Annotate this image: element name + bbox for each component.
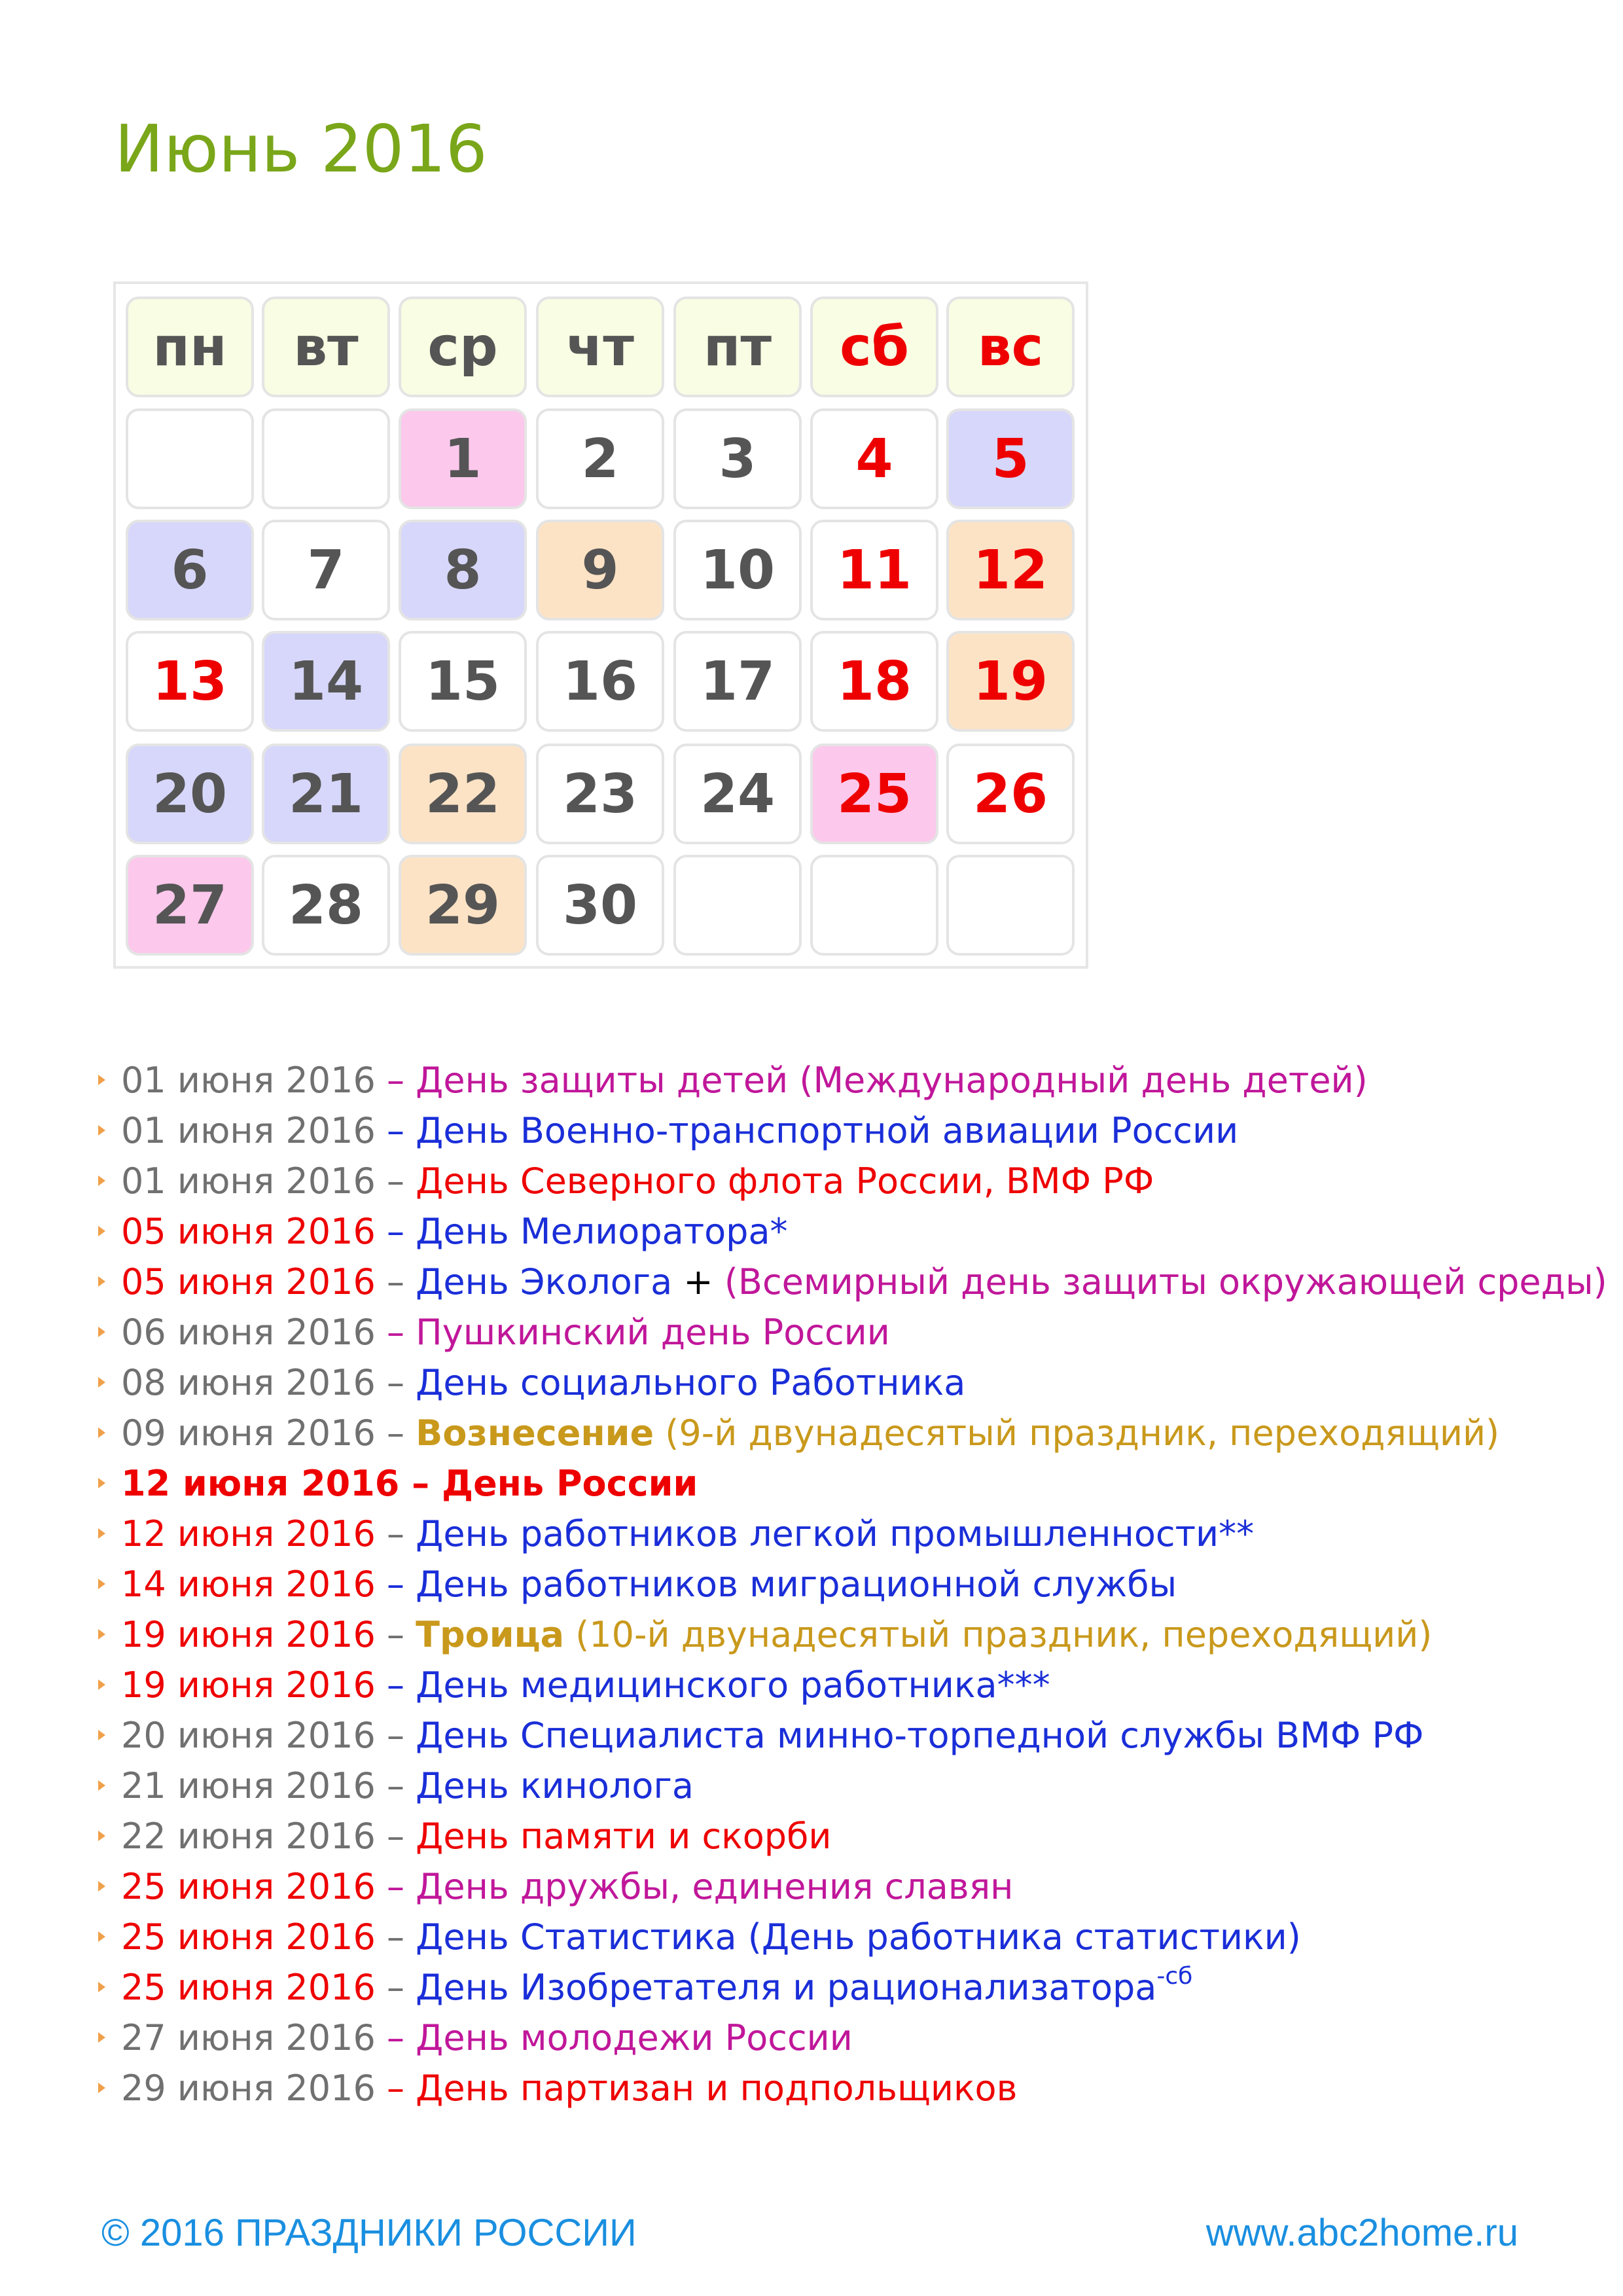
- event-name: День защиты детей (Международный день детей): [416, 1060, 1368, 1101]
- event-item: [98, 1408, 1607, 1458]
- event-dash: –: [375, 1816, 416, 1857]
- day-cell: 10: [673, 520, 802, 620]
- bullet-arrow-icon: [98, 1831, 105, 1841]
- day-cell: 2: [536, 408, 664, 509]
- event-date: 14 июня 2016: [121, 1564, 376, 1605]
- event-dash: –: [375, 1564, 416, 1605]
- event-dash: –: [375, 1211, 416, 1252]
- event-name: День Специалиста минно-торпедной службы ВМФ РФ: [416, 1715, 1424, 1756]
- event-date: 25 июня 2016: [121, 1967, 376, 2008]
- event-name: День Северного флота России, ВМФ РФ: [416, 1160, 1154, 1202]
- calendar-grid: [113, 281, 1088, 969]
- day-cell: 16: [536, 631, 664, 732]
- event-dash: –: [375, 1362, 416, 1403]
- day-cell: 27: [126, 855, 254, 956]
- bullet-arrow-icon: [98, 1982, 105, 1992]
- day-cell: 4: [810, 408, 938, 509]
- event-date: 08 июня 2016: [121, 1362, 376, 1403]
- event-name: Пушкинский день России: [416, 1312, 890, 1353]
- event-item: [98, 2013, 1607, 2063]
- event-dash: –: [375, 1664, 416, 1706]
- event-dash: –: [375, 1110, 416, 1151]
- event-date: 05 июня 2016: [121, 1211, 376, 1252]
- event-name: День кинолога: [416, 1765, 694, 1806]
- event-item: [98, 1962, 1607, 2013]
- bullet-arrow-icon: [98, 1276, 105, 1287]
- event-date: 09 июня 2016: [121, 1412, 376, 1454]
- day-cell: 18: [810, 631, 938, 732]
- weekday-header: сб: [810, 296, 938, 397]
- event-item: [98, 1206, 1607, 1257]
- day-cell: 1: [399, 408, 527, 509]
- bullet-arrow-icon: [98, 1780, 105, 1791]
- day-cell: 26: [946, 744, 1075, 844]
- event-dash: –: [375, 1765, 416, 1806]
- event-item: [98, 1156, 1607, 1206]
- event-date: 05 июня 2016: [121, 1261, 376, 1302]
- day-cell: 8: [399, 520, 527, 620]
- day-cell: 17: [673, 631, 802, 732]
- event-name: День социального Работника: [416, 1362, 966, 1403]
- bullet-arrow-icon: [98, 1478, 105, 1488]
- event-item: [98, 1761, 1607, 1811]
- bullet-arrow-icon: [98, 1730, 105, 1740]
- event-name: День Статистика (День работника статистики): [416, 1916, 1301, 1958]
- event-item: [98, 1105, 1607, 1156]
- day-cell: 28: [262, 855, 390, 956]
- event-item: [98, 1861, 1607, 1912]
- weekday-header: пт: [673, 296, 802, 397]
- day-cell: 21: [262, 744, 390, 844]
- event-name: День Изобретателя и рационализатора: [416, 1967, 1157, 2008]
- day-cell: 13: [126, 631, 254, 732]
- weekday-header: ср: [399, 296, 527, 397]
- event-dash: –: [375, 2017, 416, 2058]
- bullet-arrow-icon: [98, 2083, 105, 2093]
- bullet-arrow-icon: [98, 1427, 105, 1438]
- event-date: 27 июня 2016: [121, 2017, 376, 2058]
- event-item: [98, 1307, 1607, 1357]
- bullet-arrow-icon: [98, 2032, 105, 2043]
- event-item: [98, 1912, 1607, 1962]
- day-cell: 29: [399, 855, 527, 956]
- event-date: 20 июня 2016: [121, 1715, 376, 1756]
- bullet-arrow-icon: [98, 1075, 105, 1085]
- event-item: [98, 1660, 1607, 1710]
- day-cell: 11: [810, 520, 938, 620]
- day-cell: 22: [399, 744, 527, 844]
- event-date: 25 июня 2016: [121, 1866, 376, 1907]
- bullet-arrow-icon: [98, 1327, 105, 1337]
- empty-day-cell: [673, 855, 802, 956]
- bullet-arrow-icon: [98, 1579, 105, 1589]
- event-name: День Мелиоратора*: [416, 1211, 788, 1252]
- event-dash: –: [375, 1715, 416, 1756]
- event-dash: –: [375, 1513, 416, 1554]
- event-name: День памяти и скорби: [416, 1816, 832, 1857]
- day-cell: 30: [536, 855, 664, 956]
- event-item: [98, 1357, 1607, 1408]
- event-date: 01 июня 2016: [121, 1160, 376, 1202]
- bullet-arrow-icon: [98, 1175, 105, 1186]
- event-note: (Всемирный день защиты окружающей среды): [724, 1261, 1607, 1302]
- day-cell: 25: [810, 744, 938, 844]
- event-date: 21 июня 2016: [121, 1765, 376, 1806]
- event-dash: –: [399, 1463, 442, 1504]
- event-name: День Военно-транспортной авиации России: [416, 1110, 1239, 1151]
- day-cell: 20: [126, 744, 254, 844]
- day-cell: 12: [946, 520, 1075, 620]
- event-dash: –: [375, 1261, 416, 1302]
- event-date: 29 июня 2016: [121, 2068, 376, 2109]
- empty-day-cell: [262, 408, 390, 509]
- event-name: Вознесение: [416, 1412, 654, 1454]
- event-dash: –: [375, 1866, 416, 1907]
- day-cell: 9: [536, 520, 664, 620]
- event-date: 25 июня 2016: [121, 1916, 376, 1958]
- event-name: День Эколога: [416, 1261, 673, 1302]
- event-name: Троица: [416, 1614, 565, 1655]
- event-item: [98, 1559, 1607, 1609]
- day-cell: 14: [262, 631, 390, 732]
- event-item: [98, 1509, 1607, 1559]
- event-date: 12 июня 2016: [121, 1463, 400, 1504]
- footer-copyright: © 2016 ПРАЗДНИКИ РОССИИ: [101, 2212, 637, 2254]
- event-item: [98, 1055, 1607, 1105]
- day-cell: 24: [673, 744, 802, 844]
- event-name: День дружбы, единения славян: [416, 1866, 1014, 1907]
- day-cell: 23: [536, 744, 664, 844]
- bullet-arrow-icon: [98, 1931, 105, 1942]
- event-date: 06 июня 2016: [121, 1312, 376, 1353]
- event-dash: –: [375, 1614, 416, 1655]
- bullet-arrow-icon: [98, 1377, 105, 1388]
- weekday-header: вс: [946, 296, 1075, 397]
- bullet-arrow-icon: [98, 1226, 105, 1236]
- day-cell: 6: [126, 520, 254, 620]
- event-note: (10-й двунадесятый праздник, переходящий): [564, 1614, 1433, 1655]
- event-item: [98, 2063, 1607, 2113]
- weekday-header: пн: [126, 296, 254, 397]
- bullet-arrow-icon: [98, 1629, 105, 1640]
- event-dash: –: [375, 1312, 416, 1353]
- event-date: 01 июня 2016: [121, 1060, 376, 1101]
- bullet-arrow-icon: [98, 1528, 105, 1539]
- empty-day-cell: [126, 408, 254, 509]
- page-title: Июнь 2016: [115, 111, 488, 187]
- bullet-arrow-icon: [98, 1125, 105, 1136]
- bullet-arrow-icon: [98, 1881, 105, 1892]
- weekday-header: чт: [536, 296, 664, 397]
- day-cell: 15: [399, 631, 527, 732]
- event-dash: –: [375, 1412, 416, 1454]
- weekday-header: вт: [262, 296, 390, 397]
- event-name: День партизан и подпольщиков: [416, 2068, 1018, 2109]
- event-superscript: -сб: [1156, 1963, 1193, 1990]
- event-note: (9-й двунадесятый праздник, переходящий): [654, 1412, 1500, 1454]
- event-date: 22 июня 2016: [121, 1816, 376, 1857]
- event-item: [98, 1811, 1607, 1861]
- day-cell: 5: [946, 408, 1075, 509]
- event-dash: –: [375, 2068, 416, 2109]
- bullet-arrow-icon: [98, 1679, 105, 1690]
- event-note: +: [672, 1261, 724, 1302]
- event-date: 01 июня 2016: [121, 1110, 376, 1151]
- empty-day-cell: [946, 855, 1075, 956]
- day-cell: 19: [946, 631, 1075, 732]
- event-item: [98, 1458, 1607, 1509]
- event-dash: –: [375, 1160, 416, 1202]
- event-name: День молодежи России: [416, 2017, 853, 2058]
- event-date: 19 июня 2016: [121, 1614, 376, 1655]
- event-item: [98, 1257, 1607, 1307]
- footer-site-link[interactable]: www.abc2home.ru: [1205, 2212, 1518, 2254]
- events-list: [98, 1055, 1607, 2113]
- event-dash: –: [375, 1916, 416, 1958]
- event-item: [98, 1609, 1607, 1660]
- empty-day-cell: [810, 855, 938, 956]
- event-dash: –: [375, 1060, 416, 1101]
- event-name: День России: [441, 1463, 698, 1504]
- event-item: [98, 1710, 1607, 1761]
- event-date: 12 июня 2016: [121, 1513, 376, 1554]
- event-date: 19 июня 2016: [121, 1664, 376, 1706]
- event-name: День работников легкой промышленности**: [416, 1513, 1255, 1554]
- day-cell: 7: [262, 520, 390, 620]
- event-name: День медицинского работника***: [416, 1664, 1050, 1706]
- event-name: День работников миграционной службы: [416, 1564, 1177, 1605]
- day-cell: 3: [673, 408, 802, 509]
- event-dash: –: [375, 1967, 416, 2008]
